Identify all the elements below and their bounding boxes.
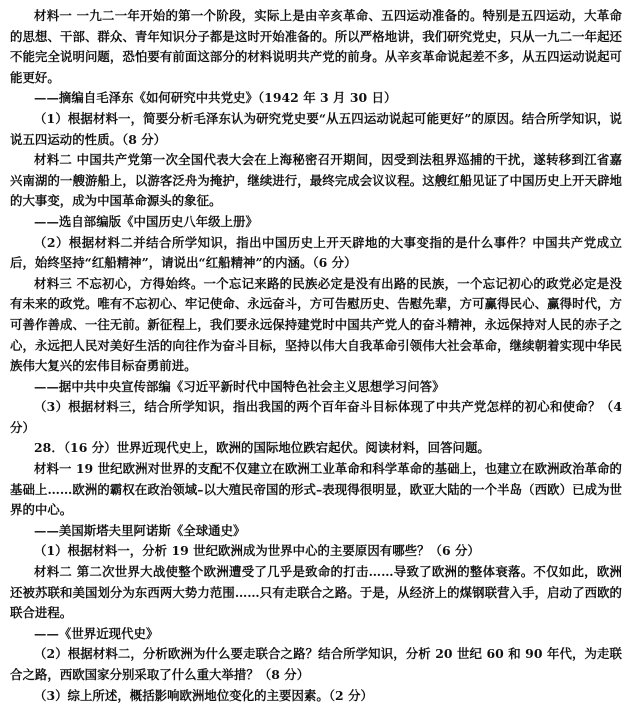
material-1-text: 材料一 一九二一年开始的第一个阶段，实际上是由辛亥革命、五四运动准备的。特别是五四运动，大革命的思想、干部、群众、青年知识分子都是这时开始准备的。所以严格地讲，我们研究党史，只从一九二一年起还不能完全说明问题，恐怕要有前面这部分的材料说明共产党的前身。从辛亥革命说起差不多，从五四运动说起可能更好。 <box>10 8 622 85</box>
question-28-1: （1）根据材料一，分析 19 世纪欧洲成为世界中心的主要原因有哪些？（6 分） <box>34 543 480 559</box>
europe-material-2-text: 材料二 第二次世界大战使整个欧洲遭受了几乎是致命的打击……导致了欧洲的整体衰落。不仅如此，欧洲还被苏联和美国划分为东西两大势力范围……只有走联合之路。于是，从经济上的煤钢联营入手，启动了西欧的联合进程。 <box>10 564 622 621</box>
question-28-3: （3）综上所述，概括影响欧洲地位变化的主要因素。（2 分） <box>34 687 373 703</box>
material-2-source: ——选自部编版《中国历史八年级上册》 <box>34 213 258 229</box>
europe-material-2-source: ——《世界近现代史》 <box>34 625 159 641</box>
europe-material-1-text: 材料一 19 世纪欧洲对世界的支配不仅建立在欧洲工业革命和科学革命的基础上，也建立在欧洲政治革命的基础上……欧洲的霸权在政治领域–以大殖民帝国的形式–表现得很明显，欧亚大陆的一个半岛（西欧）已成为世界的中心。 <box>10 461 622 518</box>
question-27-3: （3）根据材料三，结合所学知识，指出我国的两个百年奋斗目标体现了中共产党怎样的初心和使命？（4 分） <box>10 399 622 435</box>
question-27-1: （1）根据材料一，简要分析毛泽东认为研究党史要“从五四运动说起可能更好”的原因。结合所学知识，说说五四运动的性质。（8 分） <box>10 110 622 147</box>
material-1-source: ——摘编自毛泽东《如何研究中共党史》（1942 年 3 月 30 日） <box>34 90 397 106</box>
exam-document <box>10 6 622 706</box>
question-27-2: （2）根据材料二并结合所学知识，指出中国历史上开天辟地的大事变指的是什么事件？中国共产党成立后，始终坚持“红船精神”，请说出“红船精神”的内涵。（6 分） <box>10 234 622 271</box>
material-2-text: 材料二 中国共产党第一次全国代表大会在上海秘密召开期间，因受到法租界巡捕的干扰，遂转移到江省嘉兴南湖的一艘游船上，以游客泛舟为掩护，继续进行，最终完成会议议程。这艘红船见证了中国历史上开天辟地的大事变，成为中国革命源头的象征。 <box>10 152 622 209</box>
material-3-source: ——据中共中央宣传部编《习近平新时代中国特色社会主义思想学习问答》 <box>34 378 445 394</box>
question-28-intro: 28．（16 分）世界近现代史上，欧洲的国际地位跌宕起伏。阅读材料，回答问题。 <box>34 440 490 456</box>
material-3-text: 材料三 不忘初心，方得始终。一个忘记来路的民族必定是没有出路的民族，一个忘记初心的政党必定是没有未来的政党。唯有不忘初心、牢记使命、永远奋斗，方可告慰历史、告慰先辈，方可赢得民心、赢得时代，方可善作善成、一往无前。新征程上，我们要永远保持建党时中国共产党人的奋斗精神，永远保持对人民的赤子之心，永远把人民对美好生活的向往作为奋斗目标，坚持以伟大自我革命引领伟大社会革命，继续朝着实现中华民族伟大复兴的宏伟目标奋勇前进。 <box>10 275 622 374</box>
question-28-2: （2）根据材料二，分析欧洲为什么要走联合之路？结合所学知识，分析 20 世纪 60 和 90 年代，为走联合之路，西欧国家分别采取了什么重大举措？（8 分） <box>10 646 622 682</box>
europe-material-1-source: ——美国斯塔夫里阿诺斯《全球通史》 <box>34 522 246 538</box>
